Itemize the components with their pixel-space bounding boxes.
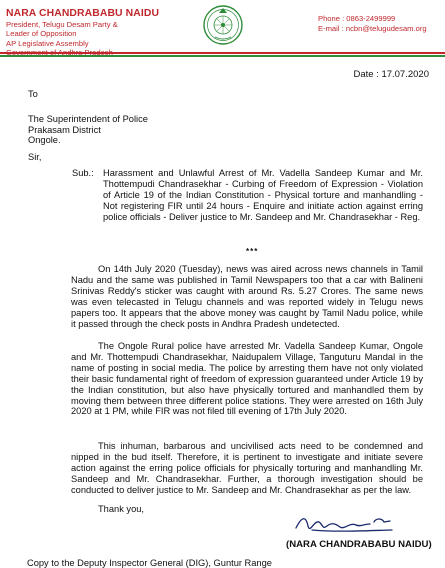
subject-label: Sub.: (72, 168, 94, 178)
closing-line: Thank you, (98, 504, 144, 514)
address-line: Ongole. (28, 135, 61, 146)
address-line: The Superintendent of Police (28, 114, 148, 124)
body-paragraph: The Ongole Rural police have arrested Mr. Vadella Sandeep Kumar, Ongole and Mr. Thottempudi Chandrasekhar, Naidupalem Village, Tanguturu Mandal in the name of posting in social media. The police by arresting them have not only violated their basic fundamental right of freedom of expression guaranteed under Article 19 by the Indian constitution, but also have physically tortured and manhandled them by moving them between three different police stations. They were arrested on 16th July 2020 at 1 PM, while FIR was not filed till evening of 17th July 2020. (71, 341, 423, 417)
phone-number: Phone : 0863-2499999 (318, 14, 396, 23)
body-paragraph: This inhuman, barbarous and uncivilised acts need to be condemned and nipped in the bud itself. Therefore, it is pertinent to investigate and initiate severe action against the erring police officials for physically torturing and manhandling Mr. Sandeep and Mr. Chandrasekhar. Further, a thorough investigation should be conducted to deliver justice to Mr. Sandeep and Mr. Chandrasekhar as per the law. (71, 441, 423, 495)
salutation: Sir, (28, 152, 42, 162)
letter-date: Date : 17.07.2020 (353, 69, 429, 80)
signer-name: (NARA CHANDRABABU NAIDU) (286, 539, 432, 550)
address-line: Prakasam District (28, 124, 101, 135)
handwritten-signature (292, 510, 402, 538)
recipient-address (28, 114, 148, 146)
letterhead-divider-green (0, 55, 445, 57)
sender-title-line: Leader of Opposition (6, 29, 77, 39)
separator-stars: *** (246, 247, 259, 256)
andhra-pradesh-emblem-icon (203, 4, 243, 46)
letterhead-divider-red (0, 52, 445, 54)
sender-name: NARA CHANDRABABU NAIDU (6, 8, 160, 19)
letterhead-sender (6, 8, 176, 58)
subject-text: Harassment and Unlawful Arrest of Mr. Vadella Sandeep Kumar and Mr. Thottempudi Chandrasekhar - Curbing of Freedom of Expression - Violation of Article 19 of the Indian Constitution - Physical torture and manhandling - Not registering FIR until 24 hours - Enquire and initiate action against erring police officials - Deliver justice to Mr. Sandeep and Mr. Chandrasekhar - Reg. (103, 168, 423, 222)
sender-title-line: President, Telugu Desam Party & (6, 20, 118, 29)
email-address: E-mail : ncbn@telugudesam.org (318, 24, 427, 34)
letterhead-contact (318, 14, 427, 34)
to-line: To (28, 89, 38, 99)
sender-title-line: AP Legislative Assembly (6, 38, 89, 48)
body-paragraph: On 14th July 2020 (Tuesday), news was aired across news channels in Tamil Nadu and the same was published in Tamil Newspapers too that a car with Balineni Srinivas Reddy's sticker was caught with around Rs. 5.27 Crores. The same news was even telecasted in Telugu channels and was reported widely in Telugu news papers too. It appears that the above money was caught by Tamil Nadu police, while it passed through the check posts in Andhra Pradesh undetected. (71, 264, 423, 329)
copy-to-line: Copy to the Deputy Inspector General (DIG), Guntur Range (27, 558, 272, 568)
